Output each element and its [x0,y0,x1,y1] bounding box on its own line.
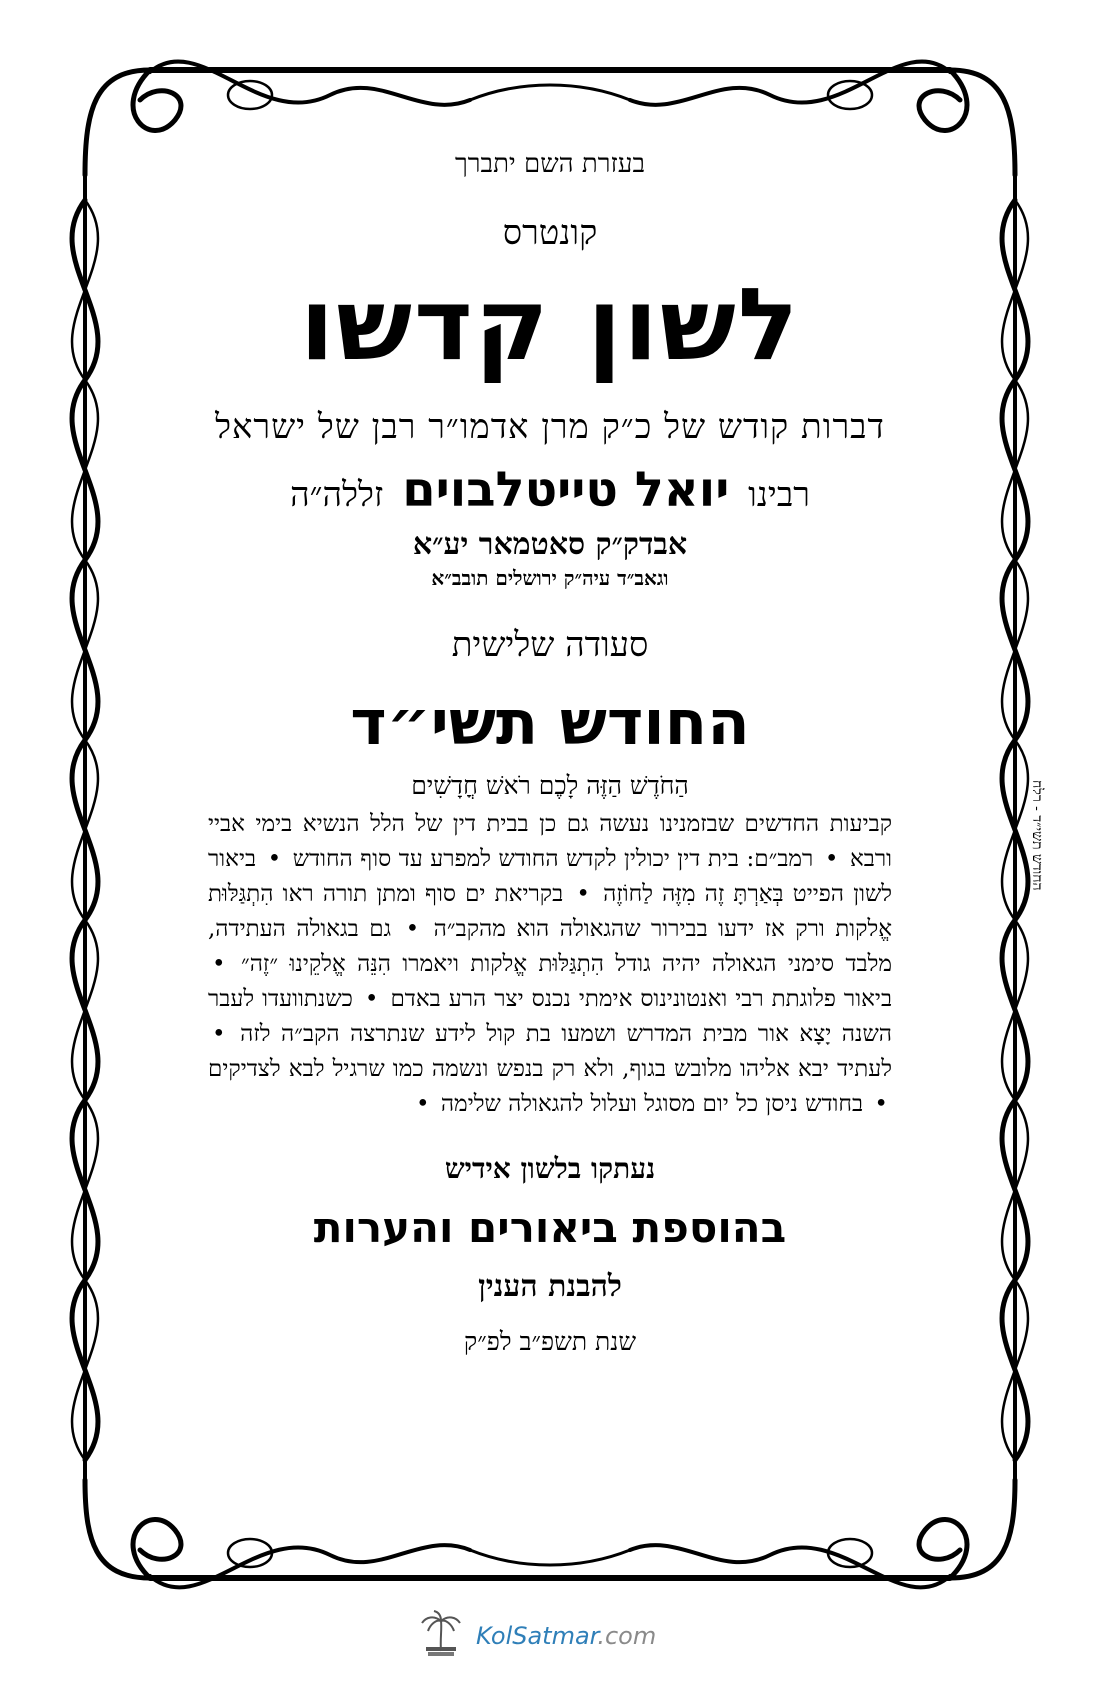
author-line [200,463,900,518]
summary-item: קביעות החדשים שבזמנינו נעשה גם כן בבית דין של הלל הנשיא בימי אביי ורבא [208,810,893,872]
bullet-icon: • [364,985,379,1012]
year-line: שנת תשפ״ב לפ״ק [463,1327,637,1357]
summary-item: לעתיד יבא אליהו מלובש בגוף, ולא רק בנפש ונשמה כמו שרגיל לבא לצדיקים [208,1055,892,1082]
bullet-icon: • [576,880,590,907]
summary-item: בחודש ניסן כל יום מסוגל ועלול להגאולה שלימה [440,1090,864,1117]
besiyata-line: בעזרת השם יתברך [455,149,645,179]
logo-suffix: .com [597,1622,657,1650]
summary-item: גם בגאולה העתידה, מלבד סימני הגאולה יהיה גודל הִתְגַּלּוּת אֱלקות ויאמרו הִנֵּה אֱלקֵינוּ ״זֶה״ [208,915,892,977]
title-page [200,150,900,1357]
purpose-line: להבנת הענין [478,1268,622,1304]
bullet-icon: • [212,1020,226,1047]
gaavad-line: וגאב״ד עיה״ק ירושלים תובב״א [431,565,669,590]
author-prefix: רבינו [748,475,810,516]
seuda-line: סעודה שלישית [451,624,649,665]
bullet-icon: • [824,845,839,872]
bullet-icon: • [267,845,282,872]
logo-wordmark [476,1622,656,1650]
bullet-icon: • [415,1090,430,1117]
summary-item: בקריאת ים סוף ומתן תורה ראו הִתְגַּלּוּת אֱלקות ורק אז ידעו בבירור שהגאולה הוא מהקב״ה [208,880,892,942]
divrei-kodesh-line: דברות קודש של כ״ק מרן אדמו״ר רבן של ישראל [215,406,885,447]
summary-item: רמב״ם: בית דין יכולין לקדש החודש למפרע עד סוף החודש [292,845,814,872]
parsha-title: החודש תשי״ד [350,685,750,759]
translated-line: נעתקו בלשון אידיש [444,1152,656,1186]
bullet-icon: • [212,950,226,977]
summary-item: ביאור לשון הפייט בְּאַרְתָּ זֶה מִזֶּה לַחוֹזֶה [208,845,892,907]
verse-line: הַחֹדֶשׁ הַזֶּה לָכֶם רֹאשׁ חֳדָשִׁים [411,771,689,801]
summary-paragraph [208,807,892,1122]
bullet-icon: • [405,915,420,942]
logo-brand: KolSatmar [476,1622,598,1650]
bullet-icon: • [874,1090,888,1117]
palm-tree-books-icon [416,1609,466,1663]
summary-item: כשנתוועדו לעבר השנה יָצָא אור מבית המדרש ושמעו בת קול לידע שנתרצה הקב״ה לזה [208,985,893,1047]
additions-line: בהוספת ביאורים והערות [313,1202,787,1252]
kuntres-label: קונטרס [502,212,598,253]
author-suffix: זללה״ה [290,475,384,516]
book-title: לשון קדשו [299,265,801,383]
author-name: יואל טייטלבוים [402,462,730,519]
side-running-head: החודש תשי״ד - רלח [1029,780,1045,891]
av-beis-din-line: אבדק״ק סאטמאר יע״א [412,527,688,563]
kolsatmar-logo[interactable] [416,1611,656,1661]
summary-item: ביאור פלוגתת רבי ואנטונינוס אימתי נכנס יצר הרע באדם [390,985,893,1012]
